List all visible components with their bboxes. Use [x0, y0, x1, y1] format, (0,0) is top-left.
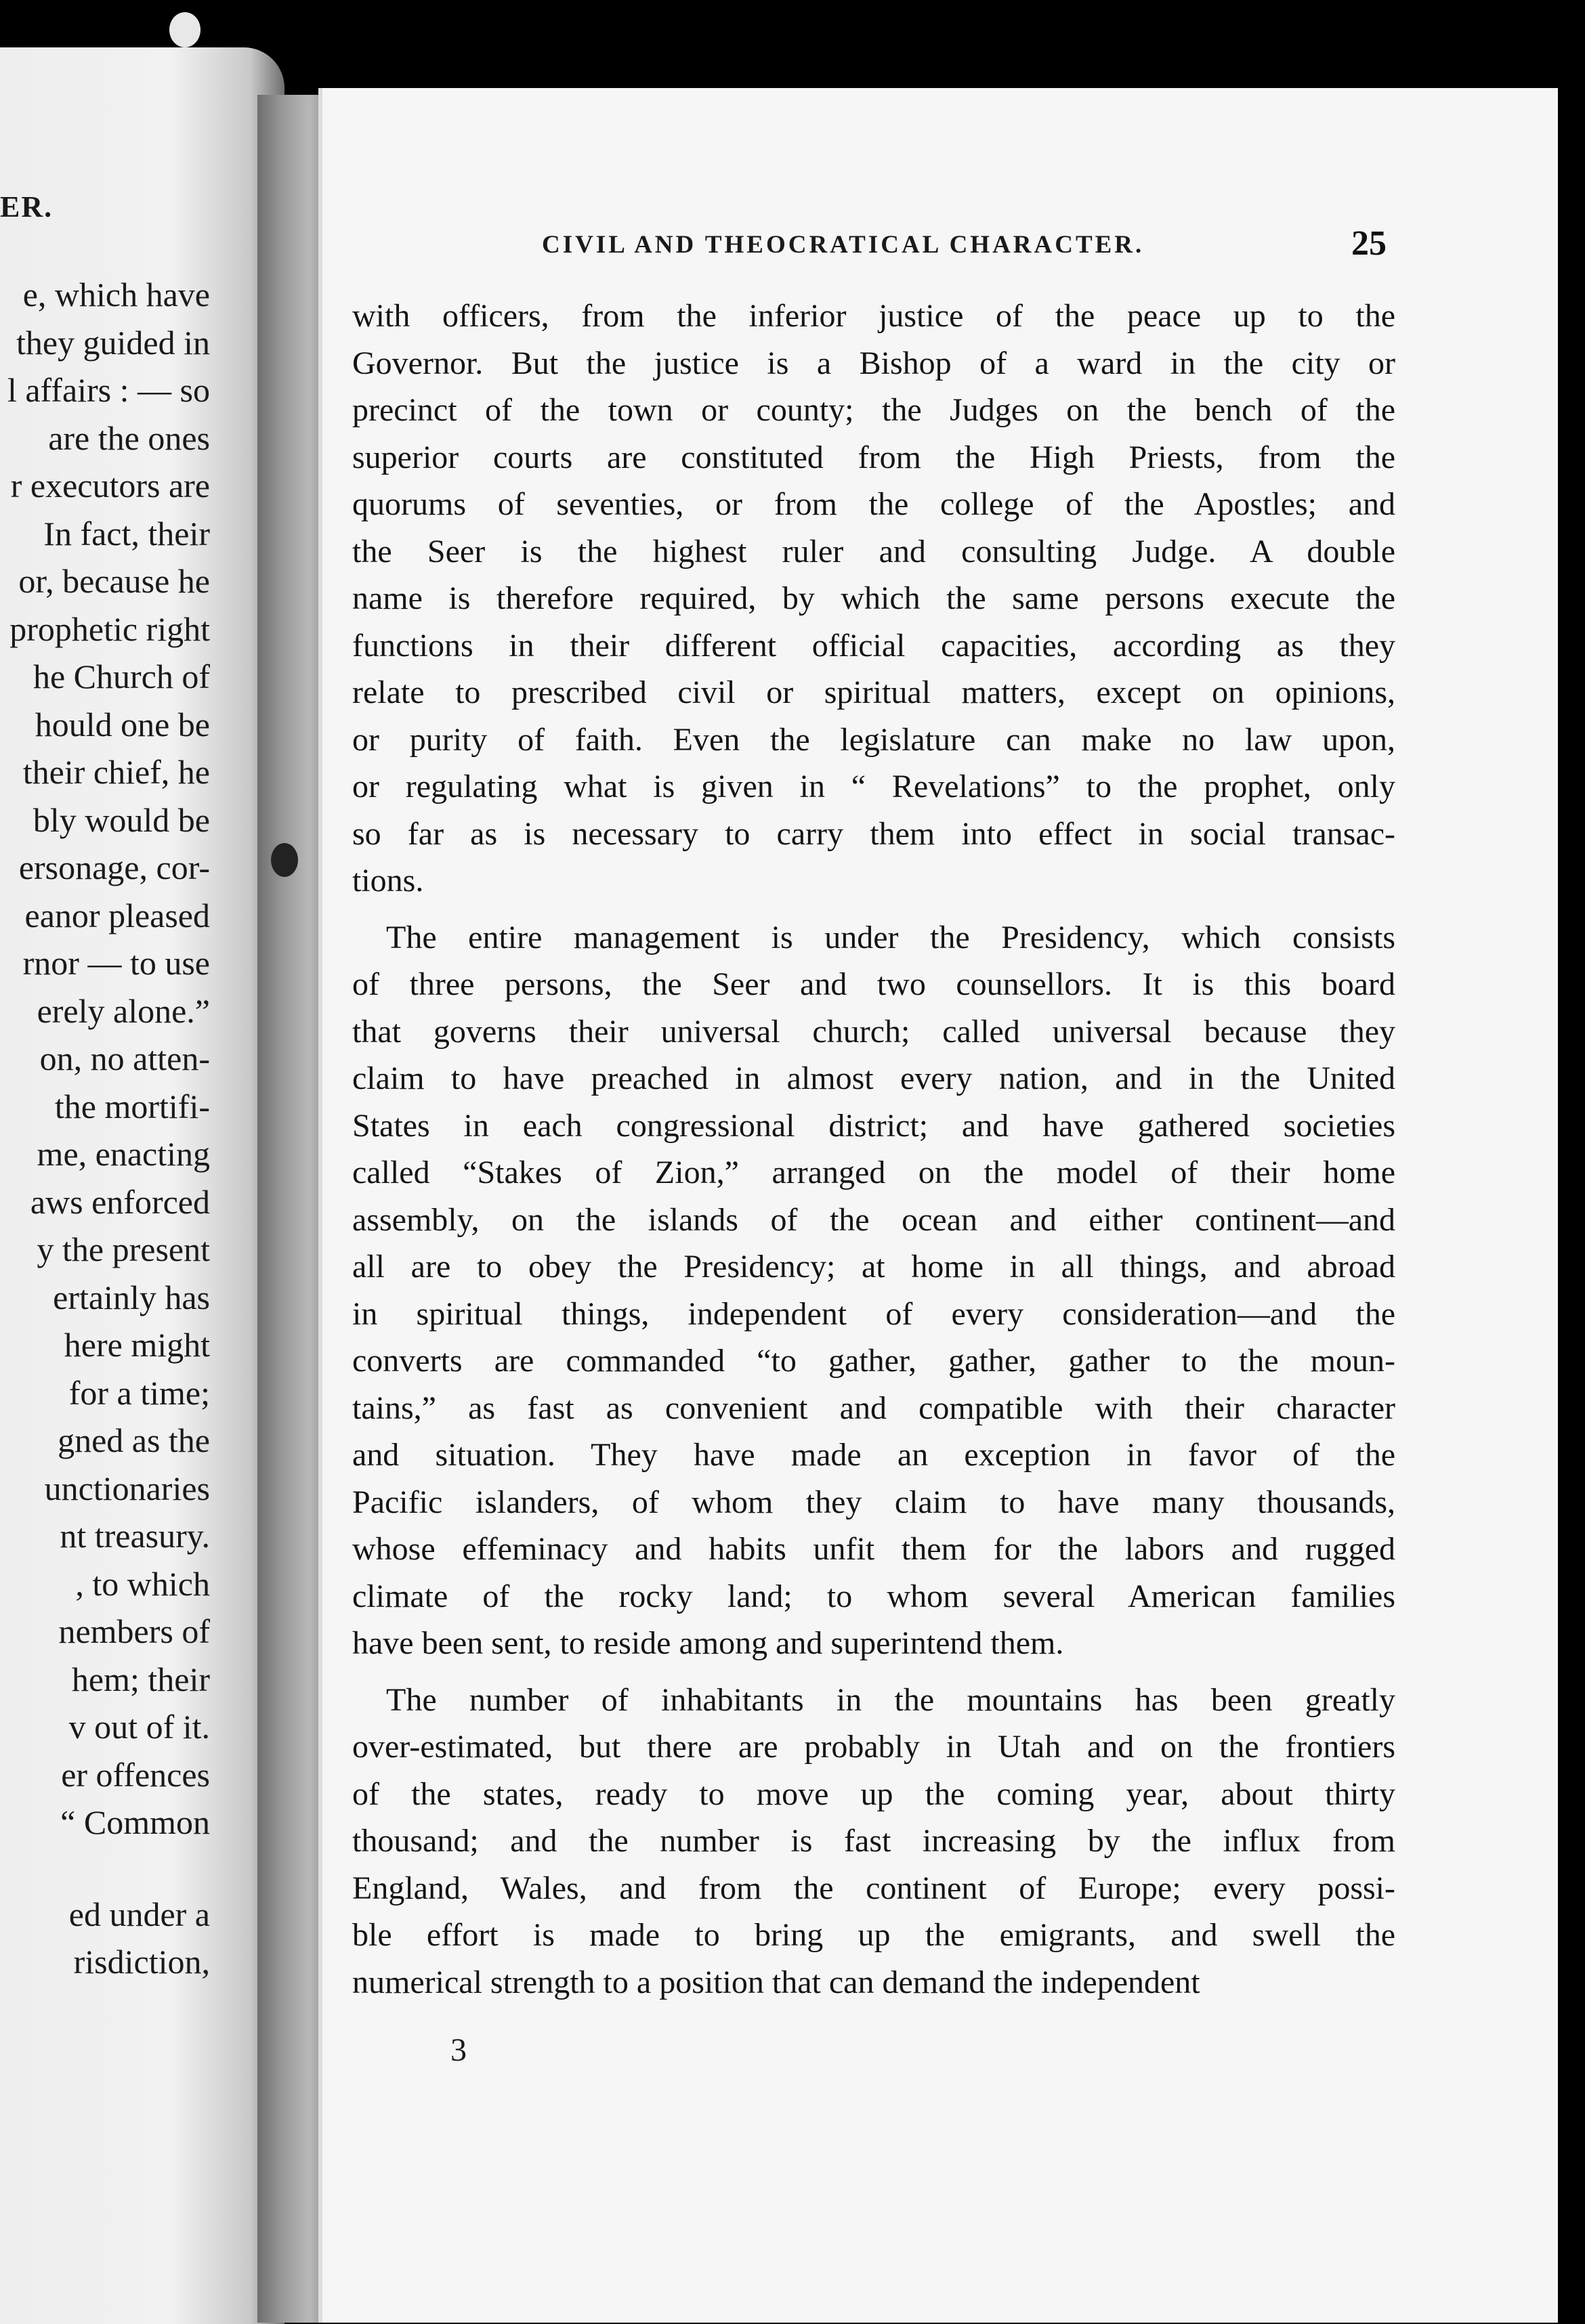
paragraph — [352, 293, 1395, 905]
left-page-text — [0, 271, 210, 1986]
scan-border — [1558, 88, 1585, 2323]
text-line: thousand; and the number is fast increasing by the influx from — [352, 1823, 1395, 1859]
text-line: the Seer is the highest ruler and consulting Judge. A double — [352, 533, 1395, 569]
text-line: tions. — [352, 863, 424, 899]
left-page-line: nt treasury. — [60, 1517, 210, 1555]
left-page-line: e, which have — [22, 276, 210, 314]
paragraph-gap — [352, 905, 1395, 914]
signature-mark: 3 — [450, 2032, 467, 2068]
left-page-line: me, enacting — [37, 1135, 210, 1173]
text-line: that governs their universal church; called universal because they — [352, 1013, 1395, 1050]
text-line: quorums of seventies, or from the college of the Apostles; and — [352, 486, 1395, 522]
text-line: superior courts are constituted from the High Priests, from the — [352, 439, 1395, 475]
left-page-line: hould one be — [35, 705, 210, 744]
left-page-line: In fact, their — [43, 514, 210, 553]
text-line: called “Stakes of Zion,” arranged on the model of their home — [352, 1155, 1395, 1190]
left-page-line: their chief, he — [22, 753, 210, 791]
left-page-line: bly would be — [33, 800, 210, 839]
text-line: of the states, ready to move up the coming year, about thirty — [352, 1776, 1395, 1812]
left-page-line: l affairs : — so — [7, 371, 210, 409]
text-line: Pacific islanders, of whom they claim to have many thousands, — [352, 1484, 1395, 1520]
left-page-line: er offences — [61, 1755, 210, 1794]
scan-blot — [169, 12, 200, 47]
text-line: England, Wales, and from the continent of Europe; every possi- — [352, 1870, 1395, 1906]
left-page-line — [0, 1847, 210, 1891]
left-page-line: rnor — to use — [22, 944, 210, 982]
left-page-line: gned as the — [58, 1421, 210, 1459]
text-line: precinct of the town or county; the Judges on the bench of the — [352, 392, 1395, 428]
left-page-line: the mortifi- — [54, 1087, 210, 1125]
page-number: 25 — [1351, 224, 1387, 263]
text-line: The entire management is under the Presidency, which consists — [386, 919, 1395, 955]
left-page-line: on, no atten- — [39, 1039, 210, 1077]
left-facing-page — [0, 47, 284, 2324]
left-page-line: for a time; — [68, 1373, 210, 1412]
left-page-line: nembers of — [58, 1612, 210, 1650]
text-line: have been sent, to reside among and superintend them. — [352, 1625, 1064, 1661]
left-page-line: he Church of — [33, 658, 210, 695]
left-page-line: here might — [64, 1326, 210, 1364]
text-line: States in each congressional district; and have gathered societies — [352, 1107, 1395, 1144]
left-page-line: risdiction, — [73, 1943, 210, 1981]
left-page-line: hem; their — [71, 1660, 210, 1698]
left-page-line: “ Common — [60, 1803, 210, 1841]
text-line: or regulating what is given in “ Revelations” to the prophet, only — [352, 769, 1395, 804]
text-line: ble effort is made to bring up the emigrants, and swell the — [352, 1917, 1395, 1953]
text-line: numerical strength to a position that can demand the independent — [352, 1964, 1200, 2000]
text-line: functions in their different official capacities, according as they — [352, 627, 1395, 664]
scan-blot — [271, 843, 298, 877]
text-line: or purity of faith. Even the legislature can make no law upon, — [352, 721, 1395, 758]
left-page-line: ersonage, cor- — [18, 848, 210, 886]
text-line: so far as is necessary to carry them into effect in social transac- — [352, 815, 1395, 852]
left-page-line: prophetic right — [9, 609, 210, 648]
text-line: claim to have preached in almost every nation, and in the United — [352, 1060, 1395, 1096]
text-line: in spiritual things, independent of every consideration—and the — [352, 1295, 1395, 1332]
left-page-line: y the present — [37, 1230, 210, 1268]
running-head: CIVIL AND THEOCRATICAL CHARACTER. — [542, 231, 1145, 259]
text-line: and situation. They have made an exception in favor of the — [352, 1437, 1395, 1473]
text-line: converts are commanded “to gather, gather, gather to the moun- — [352, 1343, 1395, 1379]
paragraph — [352, 1677, 1395, 2006]
text-line: climate of the rocky land; to whom several American families — [352, 1578, 1395, 1614]
left-page-line: eanor pleased — [24, 896, 210, 934]
text-line: with officers, from the inferior justice of the peace up to the — [352, 298, 1395, 334]
text-line: of three persons, the Seer and two counsellors. It is this board — [352, 966, 1395, 1002]
text-line: assembly, on the islands of the ocean and either continent—and — [352, 1201, 1395, 1238]
left-page-line: v out of it. — [68, 1708, 210, 1746]
left-page-line: aws enforced — [30, 1182, 210, 1221]
left-page-header: ER. — [0, 190, 54, 223]
left-page-line: are the ones — [48, 418, 210, 457]
left-page-line: erely alone.” — [37, 991, 210, 1030]
text-line: name is therefore required, by which the same persons execute the — [352, 580, 1395, 616]
body-text — [352, 293, 1395, 2006]
text-line: relate to prescribed civil or spiritual matters, except on opinions, — [352, 674, 1395, 710]
text-line: The number of inhabitants in the mountains has been greatly — [386, 1681, 1395, 1718]
left-page-line: or, because he — [18, 562, 210, 600]
left-page-line: r executors are — [10, 467, 210, 504]
text-line: all are to obey the Presidency; at home in all things, and abroad — [352, 1249, 1395, 1285]
left-page-line: ed under a — [68, 1895, 210, 1933]
left-page-line: they guided in — [16, 323, 210, 362]
text-line: tains,” as fast as convenient and compatible with their character — [352, 1390, 1395, 1426]
paragraph — [352, 914, 1395, 1667]
left-page-line: , to which — [75, 1564, 210, 1603]
left-page-line: ertainly has — [53, 1278, 210, 1316]
paragraph-gap — [352, 1667, 1395, 1677]
left-page-line: unctionaries — [44, 1469, 210, 1507]
text-line: whose effeminacy and habits unfit them for the labors and rugged — [352, 1531, 1395, 1567]
text-line: Governor. But the justice is a Bishop of a ward in the city or — [352, 345, 1395, 381]
text-line: over-estimated, but there are probably in Utah and on the frontiers — [352, 1729, 1395, 1765]
